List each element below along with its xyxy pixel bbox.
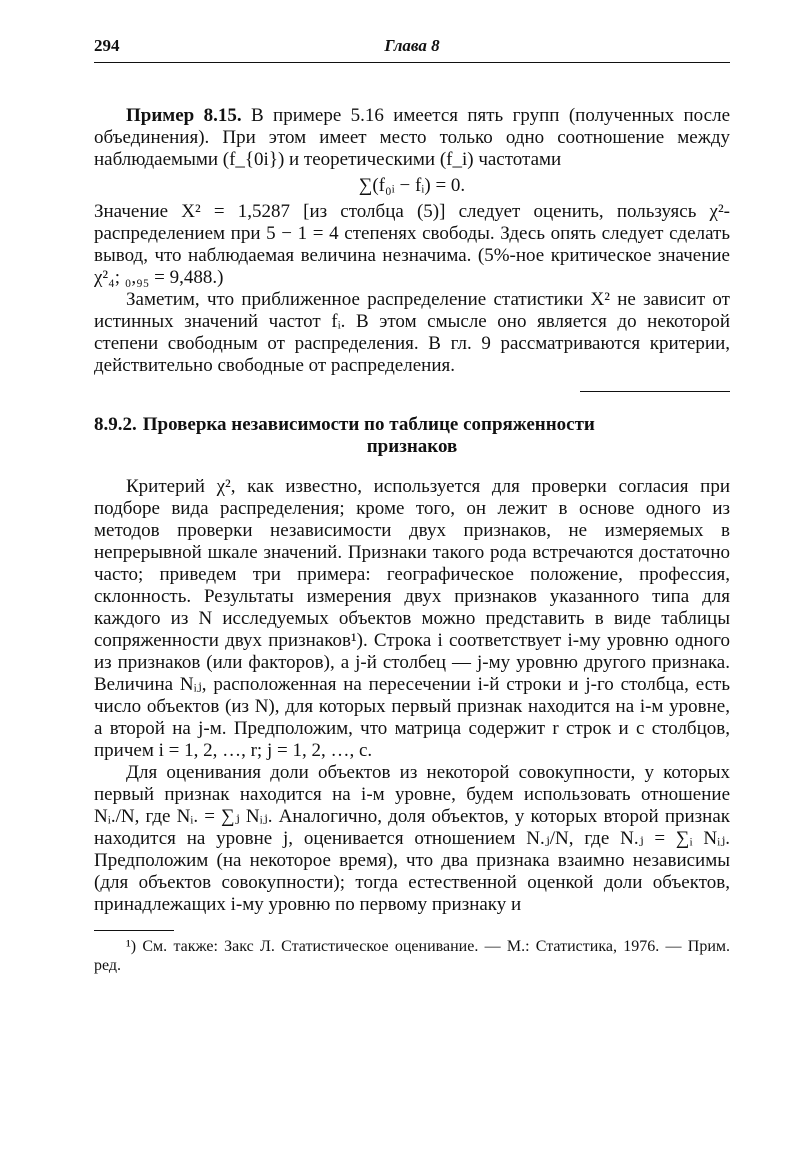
book-page [94,36,730,975]
footnote: ¹) См. также: Закс Л. Статистическое оценивание. — М.: Статистика, 1976. — Прим. ред. [94,938,730,974]
page-number: 294 [94,36,120,55]
example-label: Пример 8.15. [126,105,242,126]
section-title-line2: признаков [366,436,458,457]
sum-formula: ∑(f₀ᵢ − fᵢ) = 0. [358,175,466,196]
footnote-rule [94,930,174,931]
body-paragraph-1: Критерий χ², как известно, используется для проверки согласия при подборе вида распределения; кроме того, он лежит в основе одного из методов проверки независимости двух признаков, не измеряемых в непрерывной шкале значений. Признаки такого рода встречаются достаточно часто; приведем три примера: географическое положение, профессия, склонность. Результаты измерения двух признаков указанного типа для каждого из N исследуемых объектов можно представить в виде таблицы сопряженности двух признаков¹). Строка i соответствует i-му уровню одного из признаков (или факторов), а j-й столбец — j-му уровню другого признака. Величина Nᵢⱼ, расположенная на пересечении i-й строки и j-го столбца, есть число объектов (из N), для которых первый признак находится на i-м уровне, а второй на j-м. Предположим, что матрица содержит r строк и c столбцов, причем i = 1, 2, …, r; j = 1, 2, …, c. [94,476,730,761]
section-number: 8.9.2. [94,414,137,435]
section-heading [94,414,730,458]
example-text: В примере 5.16 имеется пять групп (полученных после объединения). При этом имеет место только одно соотношение между наблюдаемыми (f_{0i}) и теоретическими (f_i) частотами [94,105,730,170]
section-title-line1 [94,414,730,436]
remark-paragraph: Заметим, что приближенное распределение статистики X² не зависит от истинных значений частот fᵢ. В этом смысле оно является до некоторой степени свободным от распределения. В гл. 9 рассматриваются критерии, действительно свободные от распределения. [94,289,730,376]
example-paragraph [94,105,730,171]
running-header [94,36,730,60]
section-title-text: Проверка независимости по таблице сопряженности [142,414,595,435]
header-rule [94,62,730,63]
example-value-paragraph: Значение X² = 1,5287 [из столбца (5)] следует оценить, пользуясь χ²-распределением при 5 − 1 = 4 степенях свободы. Здесь опять следует сделать вывод, что наблюдаемая величина незначима. (5%-ное критическое значение χ²₄; ₀,₉₅ = 9,488.) [94,201,730,288]
example-end-rule [580,391,730,392]
chapter-title: Глава 8 [384,36,440,55]
body-paragraph-2: Для оценивания доли объектов из некоторой совокупности, у которых первый признак находится на i-м уровне, будем использовать отношение Nᵢ./N, где Nᵢ. = ∑ⱼ Nᵢⱼ. Аналогично, доля объектов, у которых второй признак находится на уровне j, оценивается отношением N.ⱼ/N, где N.ⱼ = ∑ᵢ Nᵢⱼ. Предположим (на некоторое время), что два признака взаимно независимы (для объектов совокупности); тогда естественной оценкой доли объектов, принадлежащих i-му уровню по первому признаку и [94,762,730,915]
